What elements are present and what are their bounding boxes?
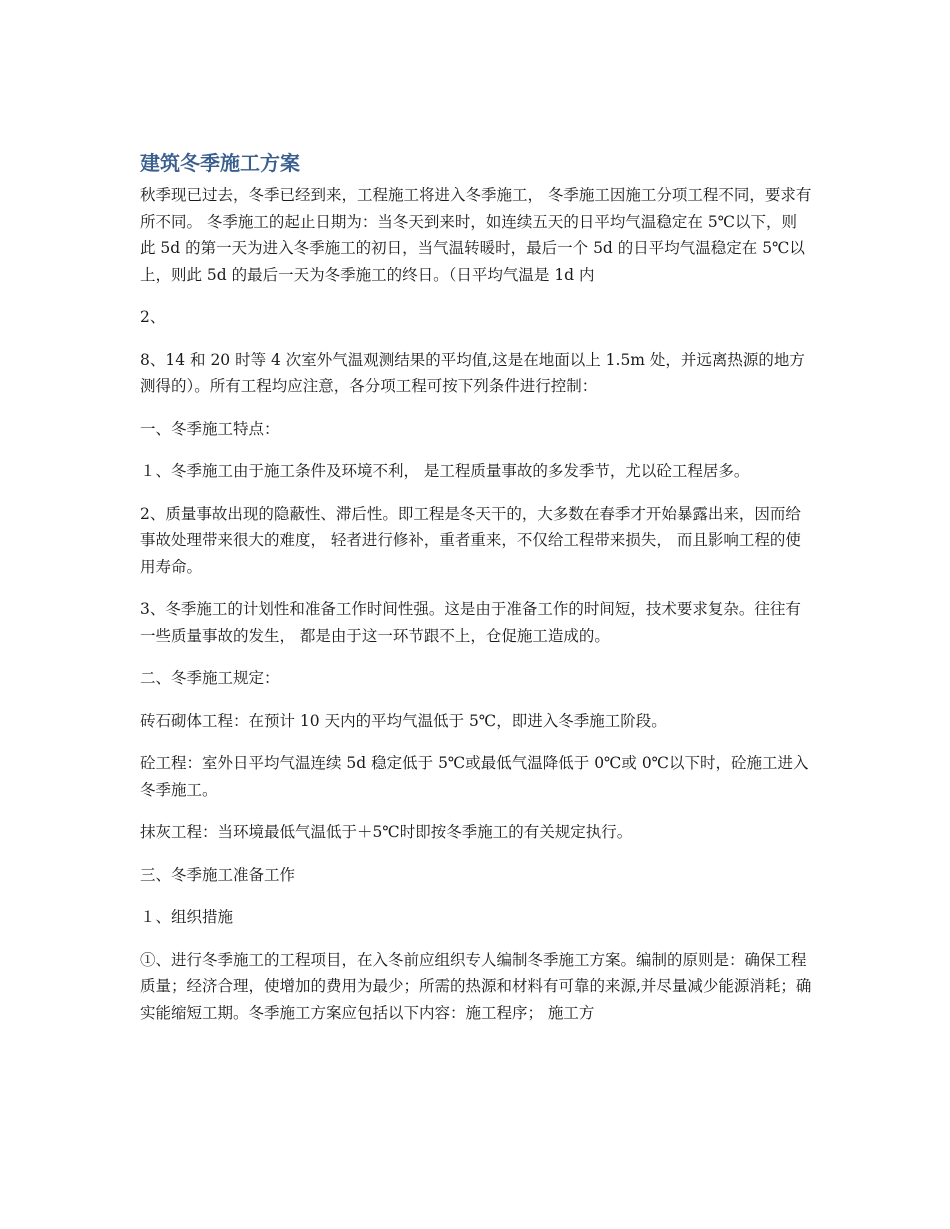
document-page: [140, 148, 812, 1042]
paragraph-2: 2、: [140, 308, 166, 326]
paragraph-intro: 秋季现已过去，冬季已经到来，工程施工将进入冬季施工， 冬季施工因施工分项工程不同，要求有所不同。 冬季施工的起止日期为：当冬天到来时，如连续五天的日平均气温稳定在 5℃以下，则此 5d 的第一天为进入冬季施工的初日，当气温转暖时，最后一个 5d 的日平均气温稳定在 5℃以上，则此 5d 的最后一天为冬季施工的终日。（日平均气温是 1d 内: [140, 186, 812, 284]
section-heading-1: 一、冬季施工特点：: [140, 419, 280, 438]
section-heading-3: 三、冬季施工准备工作: [140, 865, 296, 884]
paragraph-14: ①、进行冬季施工的工程项目，在入冬前应组织专人编制冬季施工方案。编制的原则是：确保工程质量；经济合理，使增加的费用为最少；所需的热源和材料有可靠的来源,并尽量减少能源消耗；确实能缩短工期。冬季施工方案应包括以下内容：施工程序； 施工方: [140, 950, 812, 1022]
paragraph-3: 8、14 和 20 时等 4 次室外气温观测结果的平均值,这是在地面以上 1.5m 处，并远离热源的地方测得的）。所有工程均应注意，各分项工程可按下列条件进行控制：: [140, 350, 805, 395]
document-title: 建筑冬季施工方案: [140, 151, 300, 175]
section-heading-2: 二、冬季施工规定：: [140, 669, 280, 687]
paragraph-5: １、冬季施工由于施工条件及环境不利， 是工程质量事故的多发季节，尤以砼工程居多。: [140, 462, 750, 480]
paragraph-7: 3、冬季施工的计划性和准备工作时间性强。这是由于准备工作的时间短，技术要求复杂。往往有一些质量事故的发生， 都是由于这一环节跟不上，仓促施工造成的。: [140, 600, 801, 645]
paragraph-9: 砖石砌体工程：在预计 10 天内的平均气温低于 5℃，即进入冬季施工阶段。: [140, 711, 667, 730]
paragraph-10: 砼工程：室外日平均气温连续 5d 稳定低于 5℃或最低气温降低于 0℃或 0℃以下时，砼施工进入冬季施工。: [140, 754, 809, 799]
paragraph-6: 2、质量事故出现的隐蔽性、滞后性。即工程是冬天干的，大多数在春季才开始暴露出来，因而给事故处理带来很大的难度， 轻者进行修补，重者重来，不仅给工程带来损失， 而且影响工程的使用寿命。: [140, 504, 801, 576]
paragraph-11: 抹灰工程：当环境最低气温低于＋5℃时即按冬季施工的有关规定执行。: [140, 823, 633, 841]
paragraph-13: １、组织措施: [140, 908, 234, 926]
